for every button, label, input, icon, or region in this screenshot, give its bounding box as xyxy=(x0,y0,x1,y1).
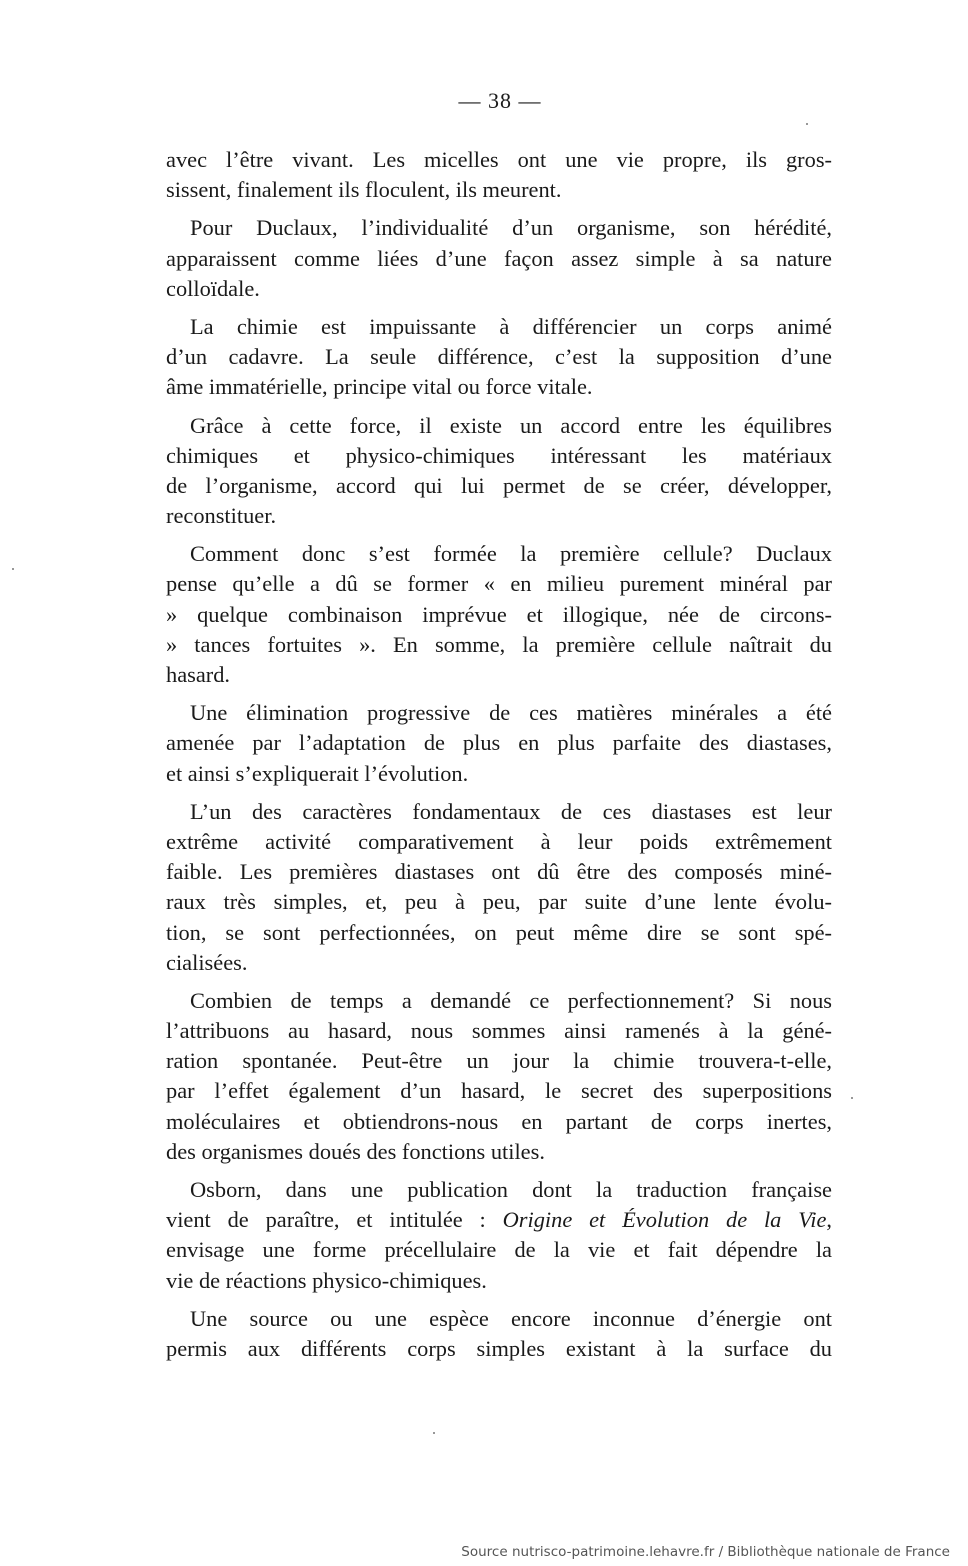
text-line xyxy=(166,1205,832,1235)
body-text xyxy=(166,145,832,1372)
scan-speck xyxy=(433,1432,435,1434)
text-run: , xyxy=(826,1207,832,1233)
text-run: vient de paraître, et intitulée : xyxy=(166,1207,503,1233)
text-line: reconstituer. xyxy=(166,503,277,529)
text-line: par l’effet également d’un hasard, le secret des superpositions xyxy=(166,1078,832,1104)
text-line: et ainsi s’expliquerait l’évolution. xyxy=(166,760,469,786)
text-line: amenée par l’adaptation de plus en plus parfaite des diastases, xyxy=(166,730,832,756)
paragraph xyxy=(166,1304,832,1364)
paragraph xyxy=(166,539,832,690)
scan-speck xyxy=(851,1097,853,1099)
text-line: Pour Duclaux, l’individualité d’un organisme, son hérédité, xyxy=(190,215,832,241)
paragraph xyxy=(166,986,832,1167)
text-line: tion, se sont perfectionnées, on peut même dire se sont spé- xyxy=(166,919,832,945)
text-line: moléculaires et obtiendrons-nous en partant de corps inertes, xyxy=(166,1108,832,1134)
text-line: Combien de temps a demandé ce perfectionnement? Si nous xyxy=(190,987,832,1013)
text-line: hasard. xyxy=(166,662,231,687)
text-line: des organismes doués des fonctions utiles. xyxy=(166,1138,545,1164)
text-line: faible. Les premières diastases ont dû être des composés miné- xyxy=(166,859,832,885)
text-line: envisage une forme précellulaire de la vie et fait dépendre la xyxy=(166,1237,832,1263)
text-line: Grâce à cette force, il existe un accord entre les équilibres xyxy=(190,412,832,438)
text-line: Osborn, dans une publication dont la traduction française xyxy=(190,1177,832,1202)
text-line: de l’organisme, accord qui lui permet de se créer, développer, xyxy=(166,472,832,498)
text-line: extrême activité comparativement à leur poids extrêmement xyxy=(166,828,832,854)
scan-speck xyxy=(806,123,808,125)
text-line: » quelque combinaison imprévue et illogique, née de circons- xyxy=(166,601,832,627)
text-line: Une source ou une espèce encore inconnue d’énergie ont xyxy=(190,1305,832,1331)
text-line: pense qu’elle a dû se former « en milieu purement minéral par xyxy=(166,571,832,597)
text-line: L’un des caractères fondamentaux de ces diastases est leur xyxy=(190,798,832,824)
paragraph xyxy=(166,312,832,403)
text-line: apparaissent comme liées d’une façon assez simple à sa nature xyxy=(166,245,832,271)
text-line: vie de réactions physico-chimiques. xyxy=(166,1267,487,1293)
paragraph xyxy=(166,698,832,789)
text-line: âme immatérielle, principe vital ou force vitale. xyxy=(166,374,593,400)
page-number: — 38 — xyxy=(458,88,542,113)
text-line: raux très simples, et, peu à peu, par suite d’une lente évolu- xyxy=(166,889,832,915)
text-line: Comment donc s’est formée la première cellule? Duclaux xyxy=(190,541,832,567)
text-line: cialisées. xyxy=(166,949,248,975)
text-line: l’attribuons au hasard, nous sommes ainsi ramenés à la géné- xyxy=(166,1018,832,1044)
paragraph xyxy=(166,213,832,304)
scan-speck xyxy=(12,568,14,570)
text-line: d’un cadavre. La seule différence, c’est la supposition d’une xyxy=(166,344,832,370)
paragraph xyxy=(166,1175,832,1296)
text-line: » tances fortuites ». En somme, la première cellule naîtrait du xyxy=(166,631,832,657)
book-title: Origine et Évolution de la Vie xyxy=(502,1207,827,1233)
paragraph xyxy=(166,411,832,532)
text-line: La chimie est impuissante à différencier un corps animé xyxy=(190,313,832,339)
text-line: ration spontanée. Peut-être un jour la chimie trouvera-t-elle, xyxy=(166,1048,832,1074)
text-line: sissent, finalement ils floculent, ils meurent. xyxy=(166,177,562,203)
text-line: chimiques et physico-chimiques intéressant les matériaux xyxy=(166,442,832,468)
text-line: avec l’être vivant. Les micelles ont une vie propre, ils gros- xyxy=(166,147,832,172)
paragraph xyxy=(166,145,832,205)
text-line: Une élimination progressive de ces matières minérales a été xyxy=(190,700,832,726)
paragraph xyxy=(166,797,832,978)
source-credit: Source nutrisco-patrimoine.lehavre.fr / Bibliothèque nationale de France xyxy=(461,1544,950,1560)
text-line: permis aux différents corps simples existant à la surface du xyxy=(166,1335,832,1361)
text-line: colloïdale. xyxy=(166,275,260,301)
